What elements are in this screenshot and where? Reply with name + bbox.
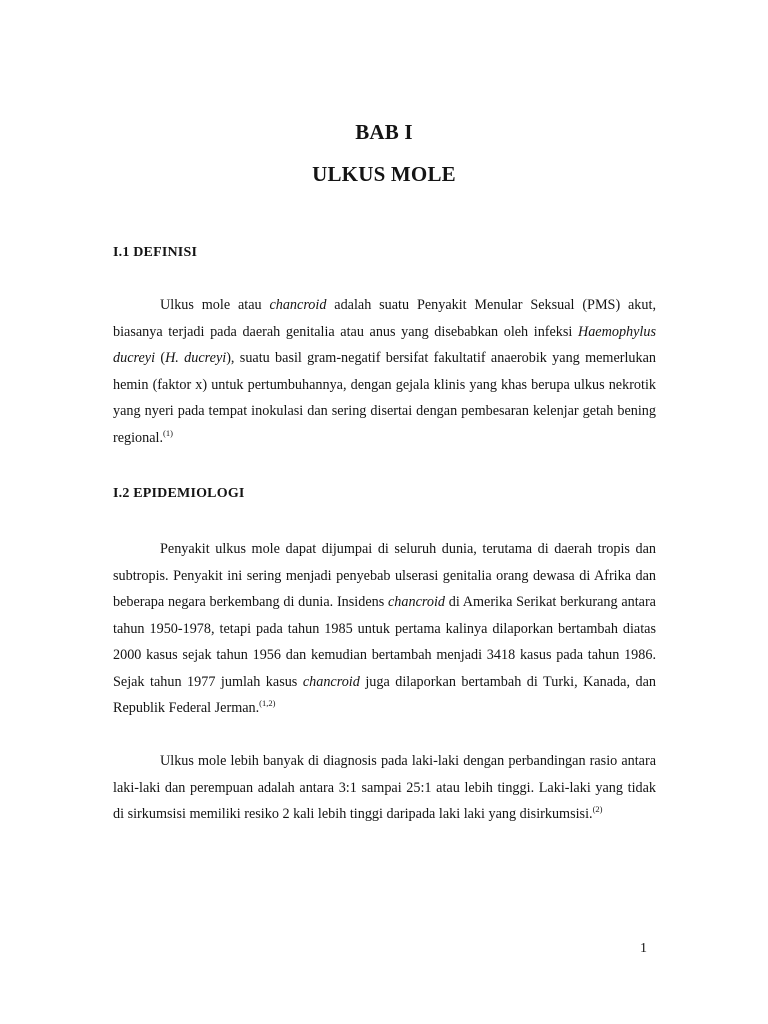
- text-run: ), suatu basil gram-negatif bersifat fakultatif anaerobik yang memerlukan hemin (faktor x) untuk pertumbuhannya, dengan gejala klinis yang khas berupa ulkus nekrotik yang nyeri pada tempat inokulasi dan sering disertai dengan pembesaran kelenjar getah bening regional.: [113, 350, 656, 446]
- text-run: di Amerika Serikat berkurang antara tahun 1950-1978, tetapi pada tahun 1985 untuk pertama kalinya dilaporkan bertambah diatas 2000 kasus sejak tahun 1956 dan kemudian bertambah menjadi 3418 kasus pada tahun 1986. Sejak tahun 1977 jumlah kasus: [113, 594, 656, 690]
- page-number: 1: [640, 941, 647, 956]
- chapter-number: BAB I: [355, 120, 413, 144]
- section-heading-definisi: I.1 DEFINISI: [113, 245, 198, 260]
- italic-term: Haemophylus ducreyi: [113, 323, 656, 366]
- text-run: (: [155, 350, 166, 366]
- italic-term: chancroid: [388, 594, 445, 610]
- text-run: Ulkus mole atau: [160, 297, 270, 313]
- text-run: juga dilaporkan bertambah di Turki, Kanada, dan Republik Federal Jerman.: [113, 673, 656, 716]
- text-run: adalah suatu Penyakit Menular Seksual (PMS) akut, biasanya terjadi pada daerah genitalia atau anus yang disebabkan oleh infeksi: [113, 297, 656, 340]
- citation-reference: (2): [592, 804, 603, 814]
- paragraph-epidemiologi-1: [113, 536, 656, 722]
- paragraph-definisi: [113, 292, 656, 451]
- citation-reference: (1): [163, 427, 173, 438]
- text-run: Ulkus mole lebih banyak di diagnosis pada laki-laki dengan perbandingan rasio antara laki-laki dan perempuan adalah antara 3:1 sampai 25:1 atau lebih tinggi. Laki-laki yang tidak di sirkumsisi memiliki resiko 2 kali lebih tinggi daripada laki laki yang disirkumsisi.: [113, 753, 656, 822]
- italic-term: chancroid: [269, 297, 327, 313]
- section-heading-epidemiologi: I.2 EPIDEMIOLOGI: [113, 486, 245, 501]
- citation-reference: (1,2): [259, 698, 276, 708]
- text-run: Penyakit ulkus mole dapat dijumpai di seluruh dunia, terutama di daerah tropis dan subtropis. Penyakit ini sering menjadi penyebab ulserasi genitalia orang dewasa di Afrika dan beberapa negara berkembang di dunia. Insidens: [113, 541, 656, 610]
- italic-term: chancroid: [302, 673, 360, 690]
- italic-term: H. ducreyi: [165, 350, 227, 366]
- paragraph-epidemiologi-2: [113, 748, 656, 828]
- chapter-title: ULKUS MOLE: [312, 162, 456, 186]
